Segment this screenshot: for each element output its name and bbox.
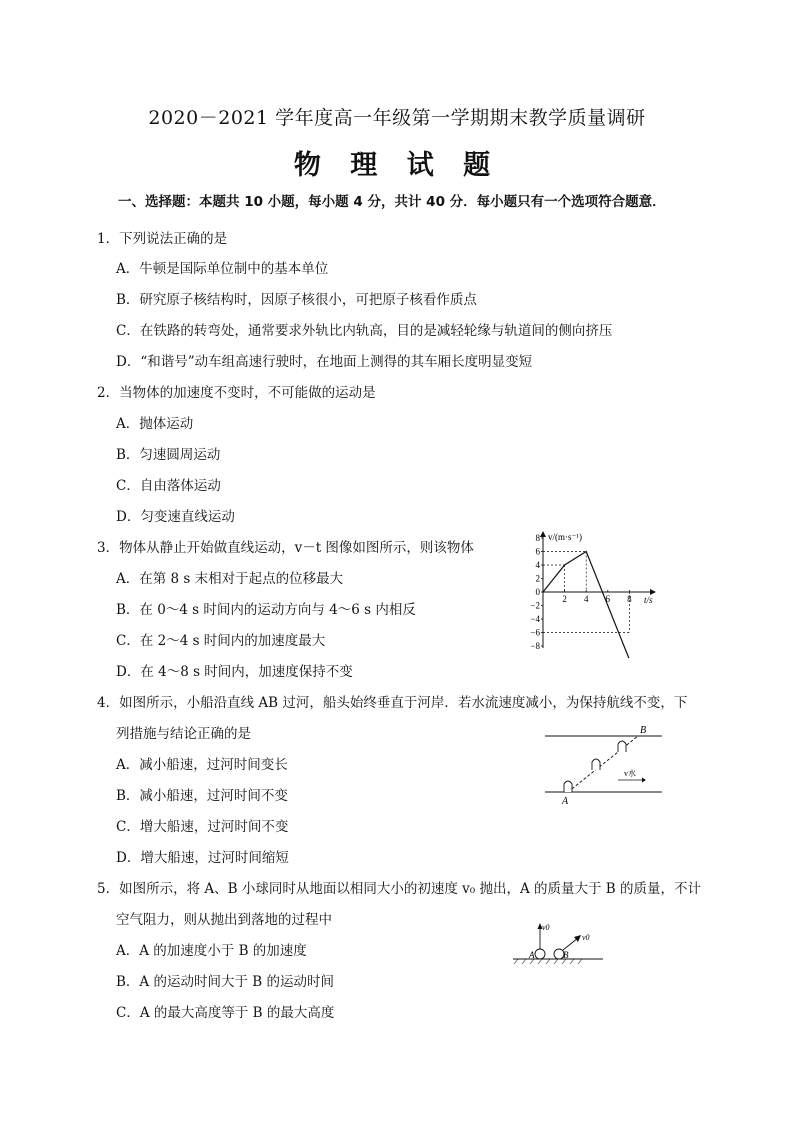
y-tick-label: −4 [530, 614, 540, 624]
ball-b-label: B [563, 950, 569, 960]
q2-stem: 2．当物体的加速度不变时，不可能做的运动是 [97, 385, 376, 401]
v0-label-a: v0 [542, 923, 550, 932]
x-axis-label: t/s [644, 595, 653, 605]
q4-option-c: C．增大船速，过河时间不变 [116, 819, 289, 835]
q2-option-b: B．匀速圆周运动 [116, 447, 221, 463]
q5-stem-cont: 空气阻力，则从抛出到落地的过程中 [116, 912, 332, 928]
velocity-arrow-b-head [574, 935, 581, 942]
q1-option-b: B．研究原子核结构时，因原子核很小，可把原子核看作质点 [116, 292, 477, 308]
y-tick-label: 2 [535, 573, 540, 584]
y-tick-label: 4 [535, 560, 540, 570]
q2-option-c: C．自由落体运动 [116, 478, 221, 494]
path-ab [568, 736, 638, 792]
q1-option-d: D．“和谐号”动车组高速行驶时，在地面上测得的其车厢长度明显变短 [116, 354, 533, 370]
q4-stem-cont: 列措施与结论正确的是 [116, 726, 251, 742]
q2-option-a: A．抛体运动 [116, 416, 194, 432]
x-tick-label: 6 [605, 594, 611, 604]
q4-option-a: A．减小船速，过河时间变长 [116, 757, 288, 773]
ball-a-label: A [529, 950, 535, 960]
boat-icon [592, 759, 600, 770]
flow-velocity-label: v水 [624, 769, 636, 778]
y-tick-label: −2 [530, 600, 540, 611]
page-title: 物 理 试 题 [293, 150, 501, 181]
q5-stem: 5．如图所示，将 A、B 小球同时从地面以相同大小的初速度 v₀ 抛出，A 的质量大于 B 的质量，不计 [97, 881, 702, 897]
q1-option-c: C．在铁路的转弯处，通常要求外轨比内轨高，目的是减轻轮缘与轨道间的侧向挤压 [116, 323, 613, 339]
y-tick-label: 8 [535, 533, 540, 543]
y-axis-label: v/(m·s⁻¹) [548, 532, 582, 542]
q5-option-c: C．A 的最大高度等于 B 的最大高度 [116, 1005, 335, 1021]
y-tick-label: 0 [535, 587, 540, 597]
q1-stem: 1．下列说法正确的是 [97, 231, 228, 247]
river-figure [540, 722, 670, 808]
y-tick-label: 6 [535, 546, 540, 557]
point-a-label: A [562, 796, 569, 807]
projectile-figure [508, 918, 608, 968]
q3-option-a: A．在第 8 s 末相对于起点的位移最大 [116, 571, 344, 587]
v0-label-b: v0 [582, 933, 590, 942]
vt-graph [510, 528, 670, 658]
ball-a [535, 949, 545, 959]
x-tick-label: 8 [627, 594, 632, 604]
section-heading: 一、选择题：本题共 10 小题，每小题 4 分，共计 40 分．每小题只有一个选项符合题意． [118, 194, 666, 210]
y-tick-label: −8 [530, 641, 540, 651]
q4-option-b: B．减小船速，过河时间不变 [116, 788, 288, 804]
q4-option-d: D．增大船速，过河时间缩短 [116, 850, 289, 866]
exam-header: 2020－2021 学年度高一年级第一学期期末教学质量调研 [148, 107, 646, 129]
velocity-arrow-b [563, 938, 578, 950]
q5-option-b: B．A 的运动时间大于 B 的运动时间 [116, 974, 334, 990]
q3-option-d: D．在 4～8 s 时间内，加速度保持不变 [116, 664, 353, 680]
flow-arrow-head [642, 778, 646, 783]
q1-option-a: A．牛顿是国际单位制中的基本单位 [116, 261, 329, 277]
q3-stem: 3．物体从静止开始做直线运动，v－t 图像如图所示，则该物体 [97, 540, 474, 556]
y-tick-label: −6 [530, 627, 540, 638]
point-b-label: B [640, 725, 647, 736]
q2-option-d: D．匀变速直线运动 [116, 509, 235, 525]
q3-option-c: C．在 2～4 s 时间内的加速度最大 [116, 633, 326, 649]
x-tick-label: 4 [583, 594, 589, 604]
boat-icon [564, 781, 572, 792]
velocity-line [543, 552, 629, 659]
q4-stem: 4．如图所示，小船沿直线 AB 过河，船头始终垂直于河岸．若水流速度减小，为保持航线不变，下 [97, 695, 688, 711]
x-tick-label: 2 [562, 594, 567, 604]
ground-hatching [514, 959, 582, 964]
boat-icon [618, 741, 626, 752]
q5-option-a: A．A 的加速度小于 B 的加速度 [116, 943, 307, 959]
q3-option-b: B．在 0～4 s 时间内的运动方向与 4～6 s 内相反 [116, 602, 416, 618]
